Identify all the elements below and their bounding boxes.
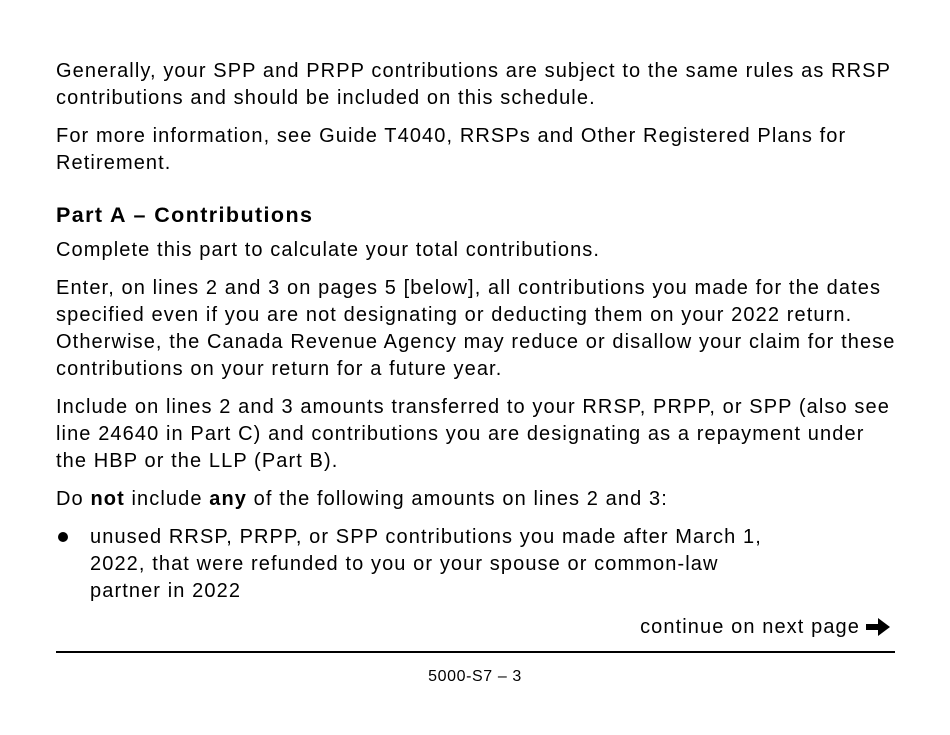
page-content bbox=[56, 58, 896, 605]
part-a-paragraph-2: Enter, on lines 2 and 3 on pages 5 [below], all contributions you made for the dates specified even if you are not designating or deducting them on your 2022 return. Otherwise, the Canada Revenue Agency may reduce or disallow your claim for these contributions on your return for a future year. bbox=[56, 277, 896, 380]
part-a-paragraph-4 bbox=[56, 486, 896, 513]
intro-paragraph-2: For more information, see Guide T4040, RRSPs and Other Registered Plans for Retirement. bbox=[56, 125, 847, 174]
page-number: 5000-S7 – 3 bbox=[428, 668, 522, 685]
bullet-text: unused RRSP, PRPP, or SPP contributions you made after March 1, 2022, that were refunded to you or your spouse or common-law partner in 2022 bbox=[90, 526, 762, 602]
footer-divider bbox=[56, 651, 895, 653]
bullet-item bbox=[56, 524, 896, 605]
continue-next-page-link[interactable] bbox=[640, 615, 892, 639]
p4-text-3: of the following amounts on lines 2 and 3: bbox=[247, 488, 668, 510]
part-a-paragraph-1: Complete this part to calculate your total contributions. bbox=[56, 239, 601, 261]
continue-label: continue on next page bbox=[640, 615, 860, 638]
emphasis-any: any bbox=[209, 488, 248, 510]
intro-paragraph-1: Generally, your SPP and PRPP contributions are subject to the same rules as RRSP contributions and should be included on this schedule. bbox=[56, 60, 891, 109]
p4-text-1: Do bbox=[56, 488, 91, 510]
bullet-icon bbox=[58, 532, 68, 542]
part-a-heading: Part A – Contributions bbox=[56, 203, 314, 227]
right-arrow-icon bbox=[864, 615, 892, 639]
p4-text-2: include bbox=[124, 488, 210, 510]
part-a-paragraph-3: Include on lines 2 and 3 amounts transferred to your RRSP, PRPP, or SPP (also see line 24640 in Part C) and contributions you are designating as a repayment under the HBP or the LLP (Part B). bbox=[56, 396, 890, 472]
emphasis-not: not bbox=[90, 488, 125, 510]
